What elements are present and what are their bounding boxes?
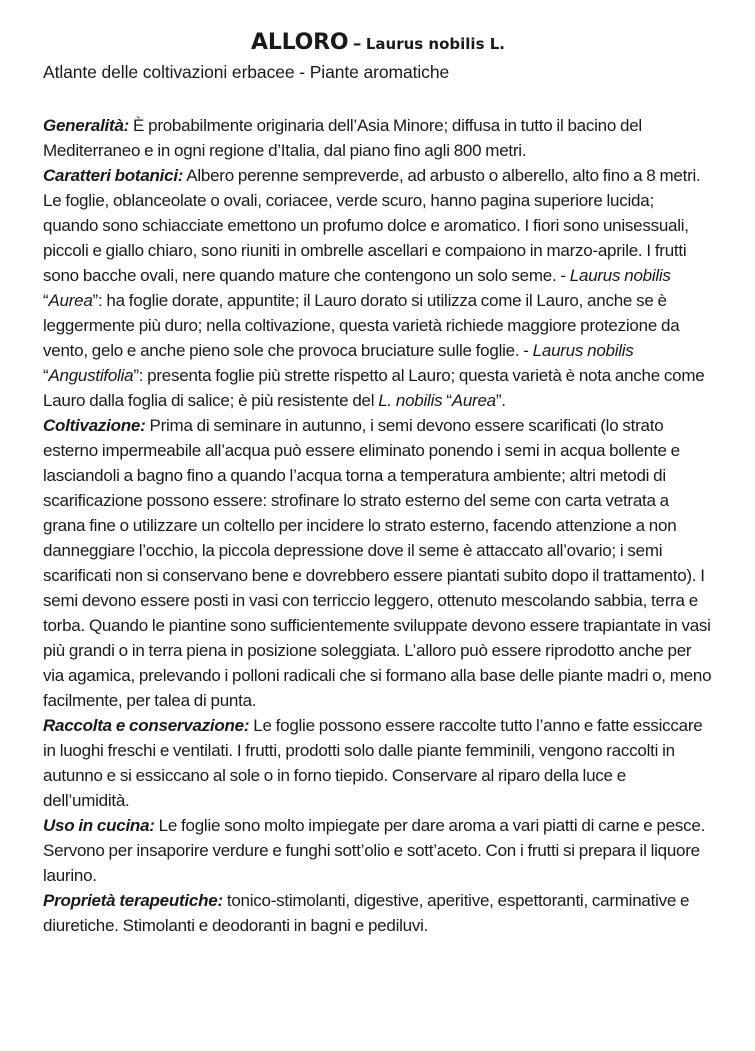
quote-open: “ bbox=[43, 291, 49, 310]
cultivar-name: Aurea bbox=[451, 391, 496, 410]
section-text: Prima di seminare in autunno, i semi devono essere scarificati (lo strato esterno impermeabile all’acqua può essere eliminato ponendo i semi in acqua bollente e lasciandoli a bagno fino a quando l’acqua torna a temperatura ambiente; altri metodi di scarificazione possono essere: strofinare lo strato esterno del seme con carta vetrata a grana fine o utilizzare un coltello per incidere lo strato esterno, facendo attenzione a non danneggiare l’occhio, la piccola depressione dove il seme è attaccato all’ovario; i semi scarificati non si conservano bene e dovrebbero essere piantati subito dopo il trattamento). I semi devono essere posti in vasi con terriccio leggero, ottenuto mescolando sabbia, terra e torba. Quando le piantine sono sufficientemente sviluppate devono essere trapiantate in vasi più grandi o in terra piena in posizione soleggiata. L’alloro può essere riprodotto anche per via agamica, prelevando i polloni radicali che si formano alla base delle piante madri o, meno facilmente, per talea di punta. bbox=[43, 416, 712, 710]
section-text: tonico-stimolanti, digestive, aperitive, espettoranti, carminative e diuretiche. Stimolanti e deodoranti in bagni e pediluvi. bbox=[43, 891, 690, 935]
cultivar-name: Aurea bbox=[48, 291, 93, 310]
section-raccolta-conservazione bbox=[43, 713, 713, 813]
page-title bbox=[43, 28, 713, 58]
title-common-name: ALLORO bbox=[251, 30, 349, 55]
section-label: Caratteri botanici: bbox=[43, 166, 184, 185]
section-label: Generalità: bbox=[43, 116, 130, 135]
quote-open: “ bbox=[442, 391, 452, 410]
section-label: Raccolta e conservazione: bbox=[43, 716, 250, 735]
document-body bbox=[43, 113, 713, 938]
document-page bbox=[43, 28, 713, 938]
section-coltivazione bbox=[43, 413, 713, 713]
scientific-name: Laurus nobilis bbox=[532, 341, 634, 360]
section-text: Le foglie possono essere raccolte tutto l’anno e fatte essiccare in luoghi freschi e ventilati. I frutti, prodotti solo dalle piante femminili, vengono raccolti in autunno e si essiccano al sole o in forno tiepido. Conservare al riparo della luce e dell’umidità. bbox=[43, 716, 703, 810]
scientific-name: L. nobilis bbox=[378, 391, 443, 410]
section-generalita bbox=[43, 113, 713, 163]
section-text: ”: presenta foglie più strette rispetto al Lauro; questa varietà è nota anche come Lauro dalla foglia di salice; è più resistente del bbox=[43, 366, 705, 410]
title-separator: – bbox=[352, 34, 362, 54]
section-label: Uso in cucina: bbox=[43, 816, 155, 835]
section-label: Proprietà terapeutiche: bbox=[43, 891, 223, 910]
section-proprieta-terapeutiche bbox=[43, 888, 713, 938]
section-uso-cucina bbox=[43, 813, 713, 888]
title-scientific-name: Laurus nobilis L. bbox=[365, 35, 505, 53]
section-text: ”: ha foglie dorate, appuntite; il Lauro dorato si utilizza come il Lauro, anche se è leggermente più duro; nella coltivazione, questa varietà richiede maggiore protezione da vento, gelo e anche pieno sole che provoca bruciature sulle foglie. - bbox=[43, 291, 680, 360]
page-subtitle: Atlante delle coltivazioni erbacee - Piante aromatiche bbox=[43, 62, 450, 82]
cultivar-name: Angustifolia bbox=[48, 366, 134, 385]
section-text: ”. bbox=[495, 391, 506, 410]
quote-open: “ bbox=[43, 366, 49, 385]
section-caratteri-botanici bbox=[43, 163, 713, 413]
section-text: Albero perenne sempreverde, ad arbusto o alberello, alto fino a 8 metri. Le foglie, oblanceolate o ovali, coriacee, verde scuro, hanno pagina superiore lucida; quando sono schiacciate emettono un profumo dolce e aromatico. I fiori sono unisessuali, piccoli e giallo chiaro, sono riuniti in ombrelle ascellari e compaiono in marzo-aprile. I frutti sono bacche ovali, nere quando mature che contengono un solo seme. - bbox=[43, 166, 701, 285]
section-text: Le foglie sono molto impiegate per dare aroma a vari piatti di carne e pesce. Servono per insaporire verdure e funghi sott’olio e sott’aceto. Con i frutti si prepara il liquore laurino. bbox=[43, 816, 706, 885]
scientific-name: Laurus nobilis bbox=[569, 266, 671, 285]
section-text: È probabilmente originaria dell’Asia Minore; diffusa in tutto il bacino del Mediterraneo e in ogni regione d’Italia, dal piano fino agli 800 metri. bbox=[43, 116, 642, 160]
section-label: Coltivazione: bbox=[43, 416, 146, 435]
